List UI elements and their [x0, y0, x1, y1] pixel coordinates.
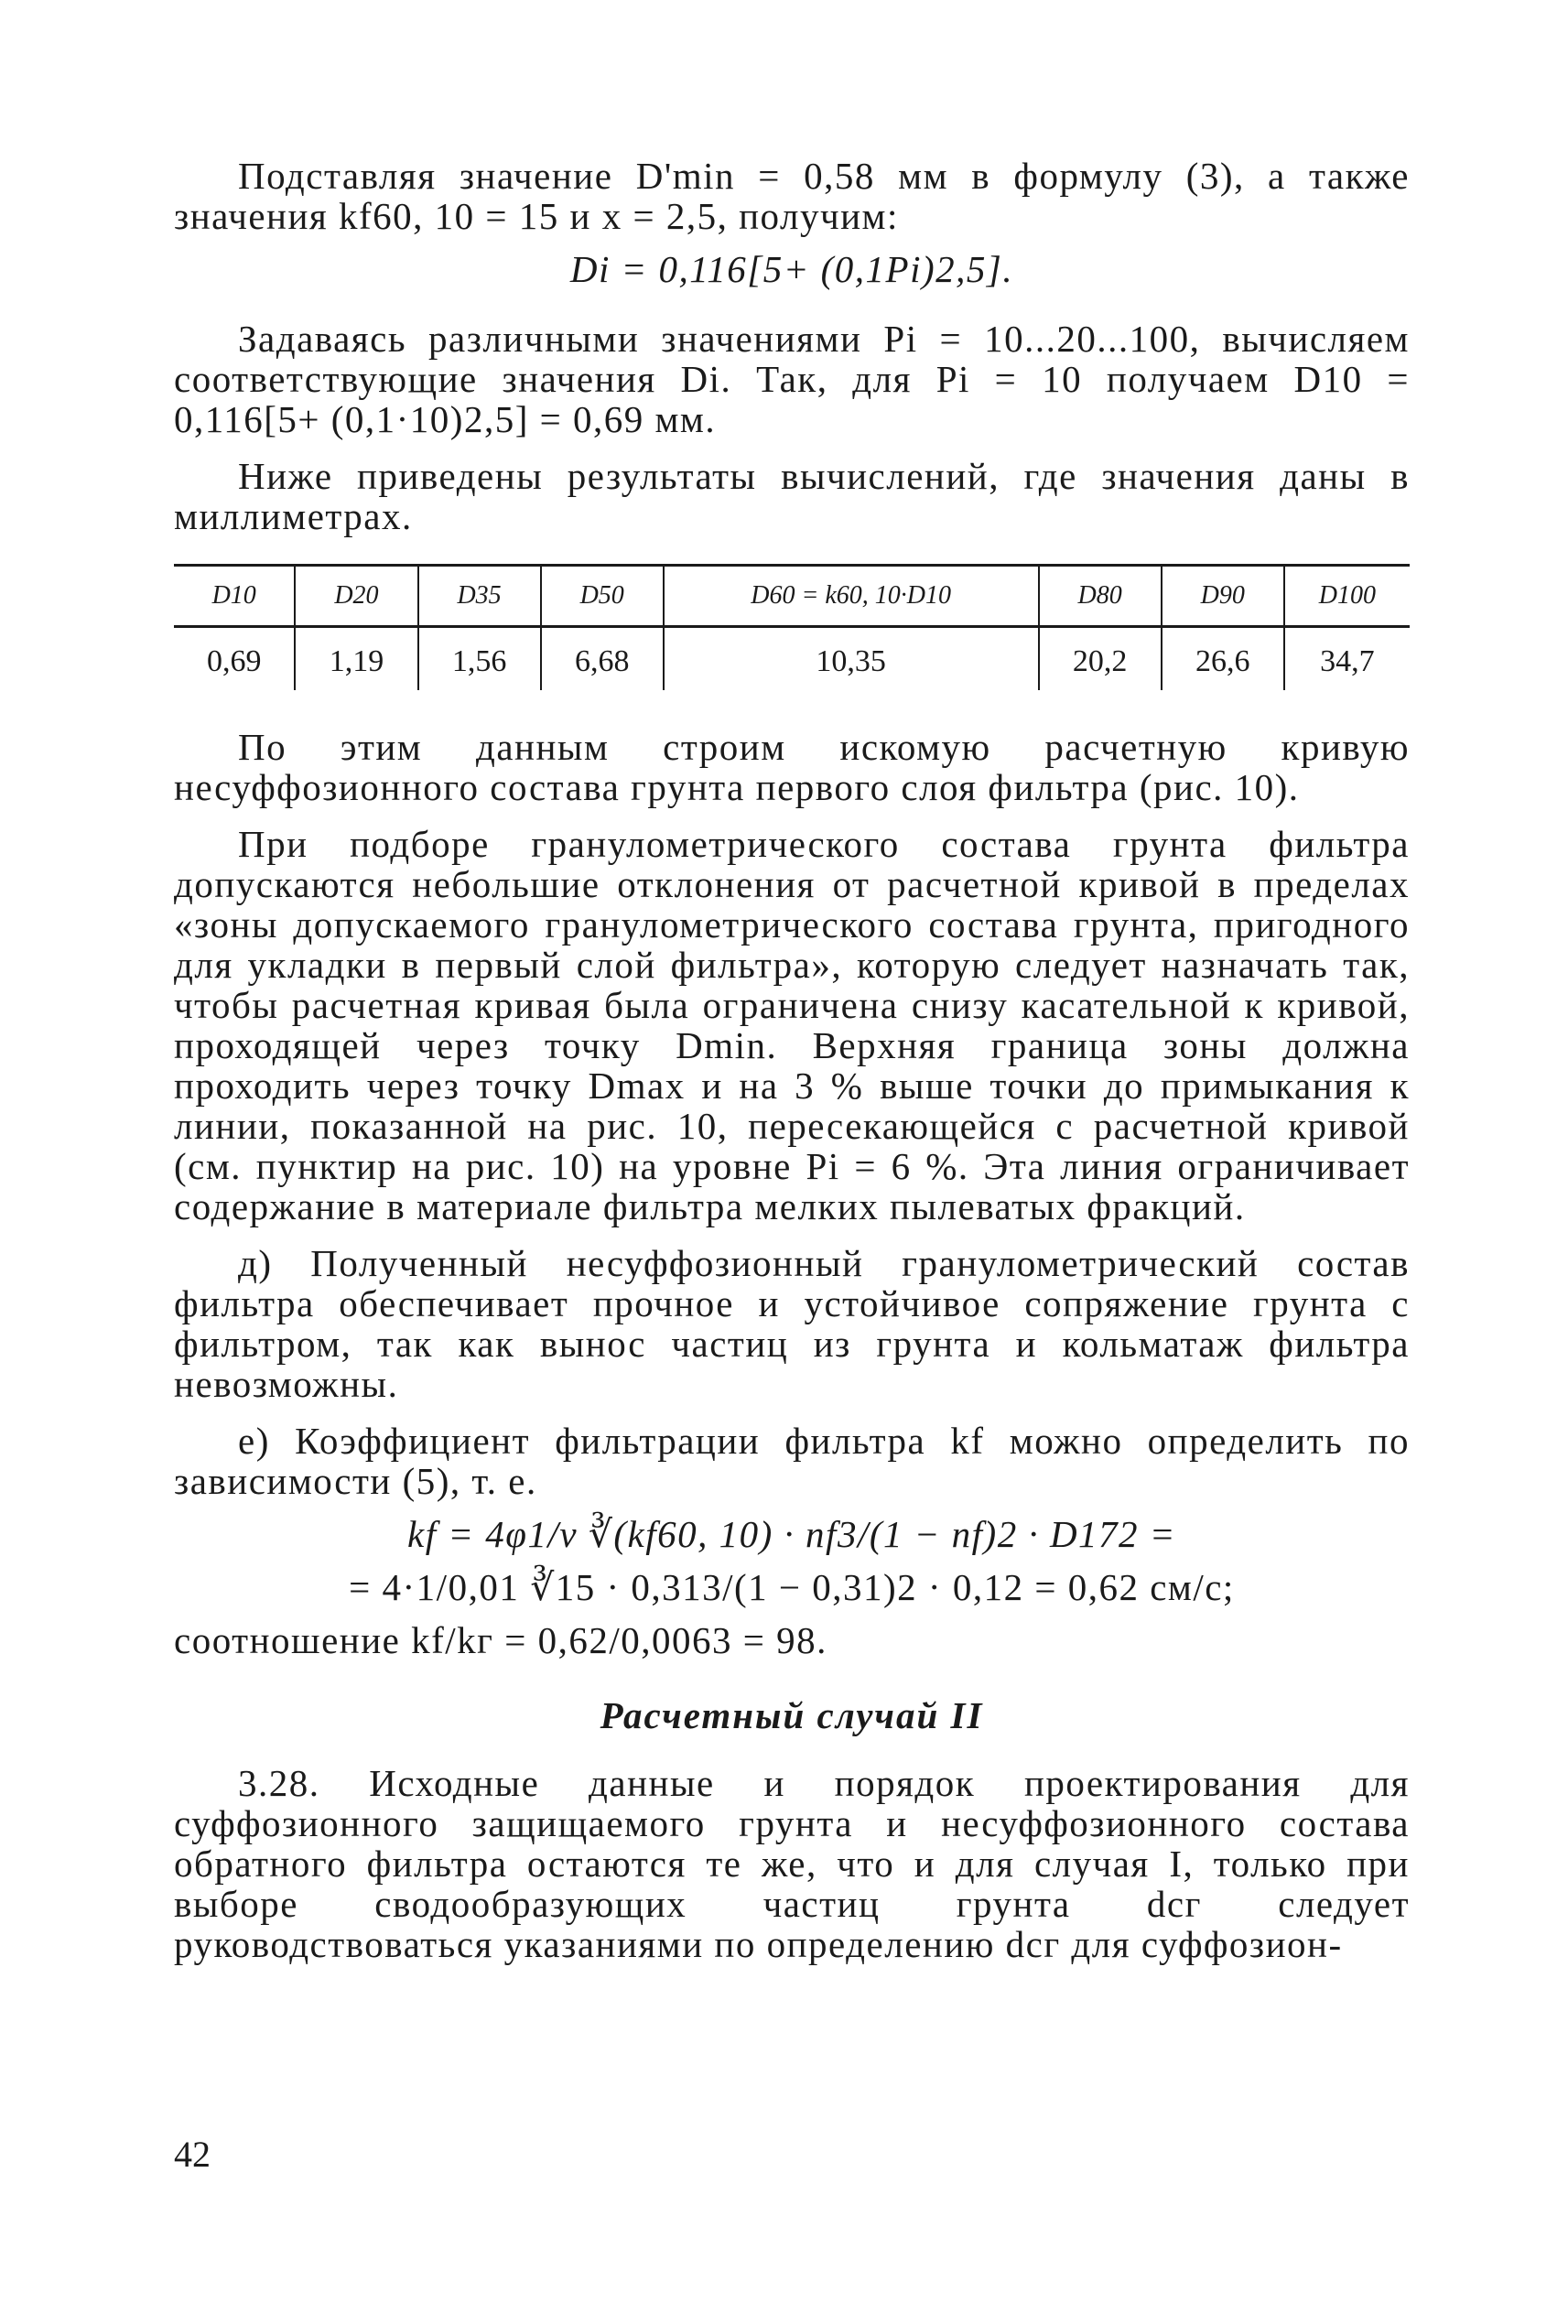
table-cell: 1,56 — [418, 627, 541, 691]
paragraph-zone: При подборе гранулометрического состава грунта фильтра допускаются небольшие отклонения от расчетной кривой в пределах «зоны допускаемого гранулометрического состава грунта, пригодного для укладки в первый слой фильтра», которую следует назначать так, чтобы расчетная кривая была ограничена снизу касательной к кривой, проходящей через точку Dmin. Верхняя граница зоны должна проходить через точку Dmax и на 3 % выше точки до примыкания к линии, показанной на рис. 10, пересекающейся с расчетной кривой (см. пунктир на рис. 10) на уровне Pi = 6 %. Эта линия ограничивает содержание в материале фильтра мелких пылеватых фракций. — [174, 823, 1410, 1227]
table-header-row — [174, 566, 1410, 627]
table-header-cell: D50 — [541, 566, 664, 627]
table-cell: 6,68 — [541, 627, 664, 691]
table-cell: 20,2 — [1039, 627, 1162, 691]
section-heading: Расчетный случай II — [600, 1694, 984, 1736]
table-header-cell: D20 — [295, 566, 417, 627]
table-cell: 0,69 — [206, 644, 262, 678]
paragraph-item-d: д) Полученный несуффозионный гранулометрический состав фильтра обеспечивает прочное и устойчивое сопряжение грунта с фильтром, так как вынос частиц из грунта и кольматаж фильтра невозможны. — [174, 1242, 1410, 1405]
table-cell: 34,7 — [1284, 627, 1410, 691]
paragraph-item-e: е) Коэффициент фильтрации фильтра kf можно определить по зависимости (5), т. е. — [174, 1420, 1410, 1502]
page-content — [174, 156, 1410, 1964]
table-cell: 26,6 — [1162, 627, 1284, 691]
table-cell: 10,35 — [664, 627, 1039, 691]
table-cell: 1,19 — [295, 627, 417, 691]
paragraph-results-intro: Ниже приведены результаты вычислений, где значения даны в миллиметрах. — [174, 455, 1410, 537]
table-header-cell: D100 — [1284, 566, 1410, 627]
paragraph-calculation: Задаваясь различными значениями Pi = 10...20...100, вычисляем соответствующие значения Di. Так, для Pi = 10 получаем D10 = 0,116[5+ (0,1·10)2,5] = 0,69 мм. — [174, 318, 1410, 440]
formula-ratio: соотношение kf/kг = 0,62/0,0063 = 98. — [174, 1619, 827, 1661]
paragraph-curve: По этим данным строим искомую расчетную кривую несуффозионного состава грунта первого слоя фильтра (рис. 10). — [174, 726, 1410, 808]
formula-kf-general: kf = 4φ1/ν ∛(kf60, 10) · nf3/(1 − nf)2 · D172 = — [407, 1513, 1176, 1555]
table-header-cell: D90 — [1162, 566, 1284, 627]
paragraph-3-28: 3.28. Исходные данные и порядок проектирования для суффозионного защищаемого грунта и несуффозионного состава обратного фильтра остаются те же, что и для случая I, только при выборе сводообразующих частиц грунта dсг следует руководствоваться указаниями по определению dсг для суффозион- — [174, 1762, 1410, 1965]
table-row — [174, 627, 1410, 691]
table-header-cell: D80 — [1039, 566, 1162, 627]
formula-di: Di = 0,116[5+ (0,1Pi)2,5]. — [569, 248, 1014, 290]
formula-kf-numeric: = 4·1/0,01 ∛15 · 0,313/(1 − 0,31)2 · 0,12 = 0,62 см/с; — [349, 1566, 1235, 1608]
table-header-cell: D60 = k60, 10·D10 — [664, 566, 1039, 627]
paragraph-substitution: Подставляя значение D'min = 0,58 мм в формулу (3), а также значения kf60, 10 = 15 и x = 2,5, получим: — [174, 155, 1410, 237]
results-table — [174, 564, 1410, 690]
table-header-cell: D35 — [418, 566, 541, 627]
page-number: 42 — [174, 2134, 211, 2175]
table-header-cell: D10 — [211, 581, 256, 610]
